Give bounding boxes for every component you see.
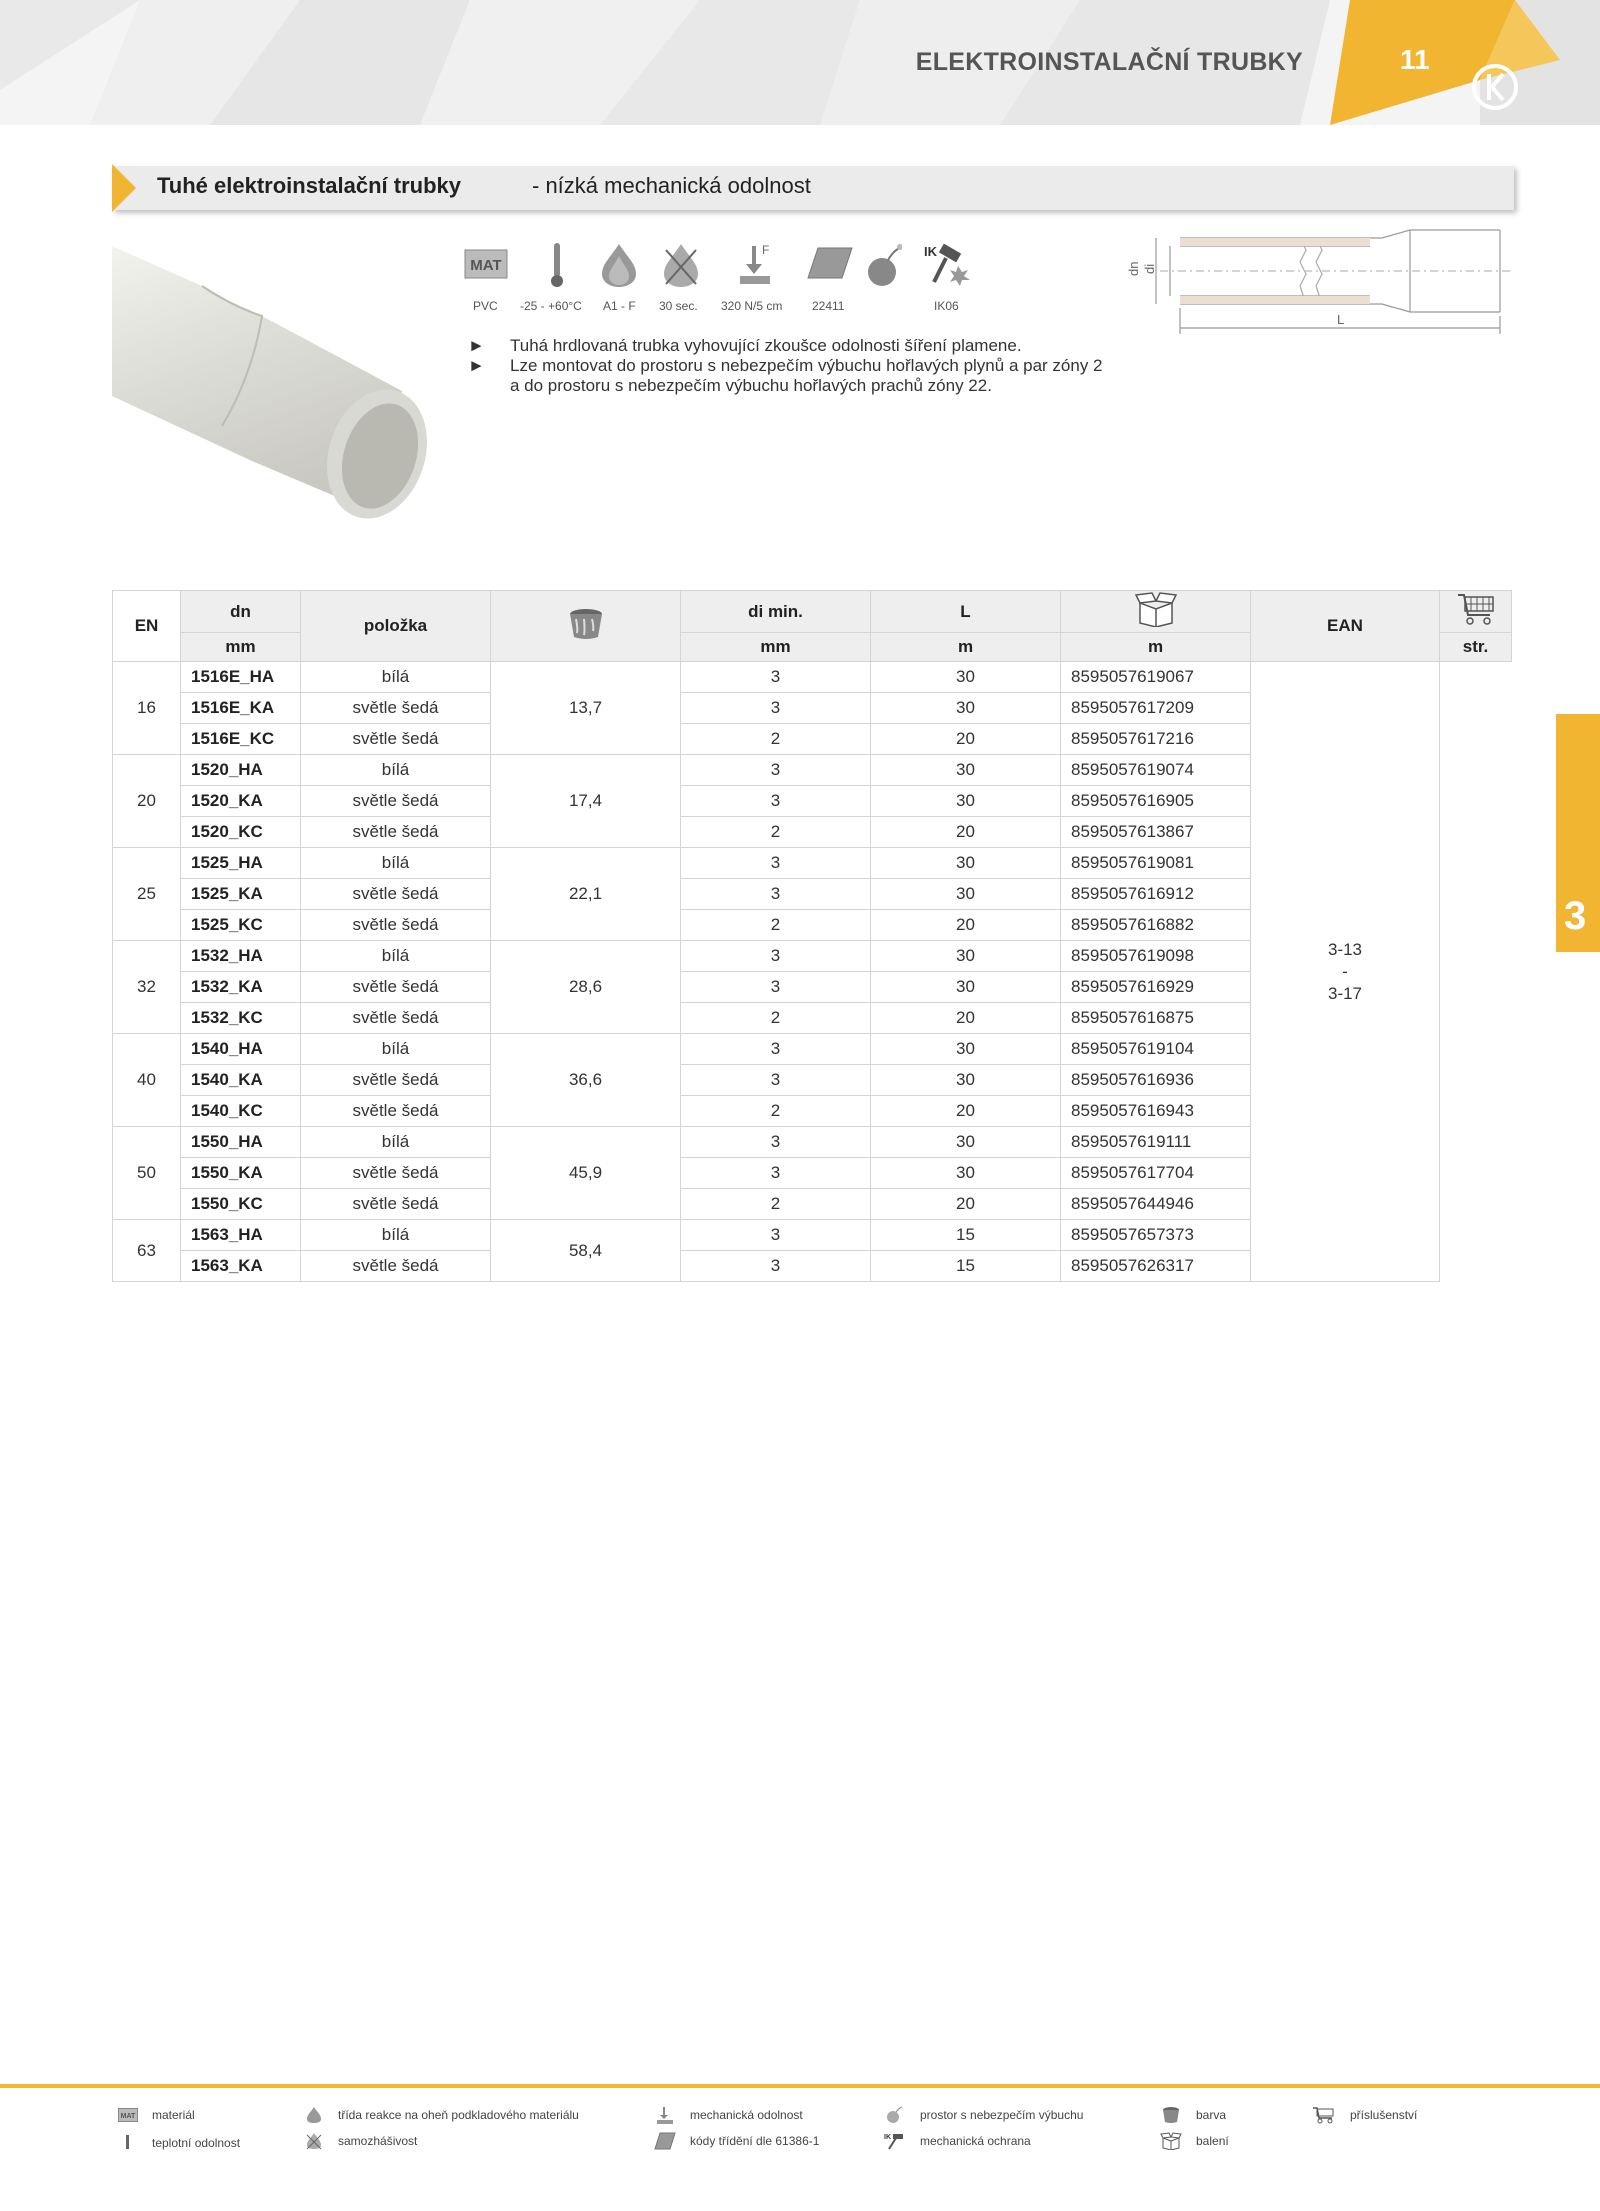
legend-item	[304, 2132, 417, 2150]
color-cell: světle šedá	[301, 1003, 491, 1034]
bullet-marker-icon: ►	[468, 336, 485, 355]
item-code-cell: 1563_KA	[181, 1251, 301, 1282]
package-cell: 30	[871, 1127, 1061, 1158]
legend-label: příslušenství	[1350, 2108, 1418, 2122]
legend-item	[884, 2132, 1031, 2150]
product-table	[112, 590, 1511, 1282]
legend-item	[304, 2106, 579, 2124]
package-cell: 20	[871, 1003, 1061, 1034]
header-package	[1061, 591, 1251, 633]
color-cell: světle šedá	[301, 1158, 491, 1189]
ean-cell: 8595057619098	[1061, 941, 1251, 972]
length-cell: 2	[681, 910, 871, 941]
diagram-di-label: di	[1142, 263, 1157, 274]
dn-cell: 32	[113, 941, 181, 1034]
material-label: PVC	[473, 299, 498, 313]
length-cell: 3	[681, 693, 871, 724]
unit-package: m	[1061, 633, 1251, 662]
item-code-cell: 1540_KA	[181, 1065, 301, 1096]
shopping-cart-icon	[1456, 591, 1496, 627]
self-extinguishing-icon	[304, 2132, 324, 2150]
ean-cell: 8595057616943	[1061, 1096, 1251, 1127]
header-dn: dn	[181, 591, 301, 633]
di-cell: 22,1	[491, 848, 681, 941]
item-code-cell: 1520_KA	[181, 786, 301, 817]
color-cell: světle šedá	[301, 910, 491, 941]
self-extinguishing-label: 30 sec.	[659, 299, 698, 313]
dn-cell: 50	[113, 1127, 181, 1220]
paint-bucket-icon	[1160, 2106, 1182, 2124]
length-cell: 3	[681, 879, 871, 910]
section-title: ELEKTROINSTALAČNÍ TRUBKY	[915, 48, 1303, 76]
dn-cell: 25	[113, 848, 181, 941]
item-code-cell: 1550_HA	[181, 1127, 301, 1158]
di-cell: 13,7	[491, 662, 681, 755]
length-cell: 3	[681, 1065, 871, 1096]
flame-icon	[304, 2106, 324, 2124]
length-cell: 2	[681, 817, 871, 848]
unit-page: str.	[1440, 633, 1512, 662]
norm-cell	[113, 591, 181, 662]
ean-cell: 8595057616882	[1061, 910, 1251, 941]
ean-cell: 8595057616875	[1061, 1003, 1251, 1034]
diagram-length-label: L	[1337, 312, 1345, 327]
self-extinguishing-icon	[660, 242, 702, 288]
color-cell: světle šedá	[301, 786, 491, 817]
item-code-cell: 1516E_HA	[181, 662, 301, 693]
color-cell: bílá	[301, 755, 491, 786]
feature-text: Lze montovat do prostoru s nebezpečím výbuchu hořlavých plynů a par zóny 2 a do prostoru s nebezpečím výbuchu hořlavých prachů zóny 22.	[510, 356, 1103, 395]
item-code-cell: 1520_KC	[181, 817, 301, 848]
length-cell: 3	[681, 786, 871, 817]
norm-label: EN	[134, 616, 159, 635]
item-code-cell: 1516E_KA	[181, 693, 301, 724]
compression-force-icon	[734, 242, 776, 288]
brand-logo-icon	[1470, 62, 1520, 112]
dn-cell: 40	[113, 1034, 181, 1127]
feature-item	[468, 356, 1108, 396]
impact-hammer-icon	[922, 242, 972, 288]
explosion-bomb-icon	[884, 2106, 906, 2124]
legend-item	[118, 2108, 195, 2122]
legend-label: kódy třídění dle 61386-1	[690, 2134, 820, 2148]
package-cell: 15	[871, 1251, 1061, 1282]
explosion-bomb-icon	[866, 242, 902, 288]
color-cell: světle šedá	[301, 1189, 491, 1220]
package-box-icon	[1160, 2132, 1182, 2150]
item-code-cell: 1563_HA	[181, 1220, 301, 1251]
ean-cell: 8595057644946	[1061, 1189, 1251, 1220]
item-code-cell: 1532_KA	[181, 972, 301, 1003]
legend-item	[1312, 2106, 1417, 2124]
legend-item	[1160, 2132, 1229, 2150]
chapter-number: 3	[1564, 894, 1587, 938]
compression-label: 320 N/5 cm	[721, 299, 783, 313]
page-ref: 3-13	[1327, 939, 1363, 959]
legend-item	[884, 2106, 1083, 2124]
ean-cell: 8595057613867	[1061, 817, 1251, 848]
ean-cell: 8595057617704	[1061, 1158, 1251, 1189]
header-item: položka	[301, 591, 491, 662]
table-body	[113, 662, 1512, 1282]
package-cell: 15	[871, 1220, 1061, 1251]
di-cell: 36,6	[491, 1034, 681, 1127]
ean-cell: 8595057616929	[1061, 972, 1251, 1003]
footer-divider	[0, 2084, 1600, 2088]
length-cell: 3	[681, 848, 871, 879]
ean-cell: 8595057657373	[1061, 1220, 1251, 1251]
ean-cell: 8595057626317	[1061, 1251, 1251, 1282]
length-cell: 3	[681, 941, 871, 972]
unit-di: mm	[681, 633, 871, 662]
dn-cell: 16	[113, 662, 181, 755]
package-cell: 30	[871, 693, 1061, 724]
item-code-cell: 1525_KA	[181, 879, 301, 910]
length-cell: 3	[681, 1220, 871, 1251]
length-cell: 2	[681, 1189, 871, 1220]
fire-class-label: A1 - F	[603, 299, 636, 313]
length-cell: 2	[681, 1003, 871, 1034]
color-cell: světle šedá	[301, 1065, 491, 1096]
length-cell: 2	[681, 724, 871, 755]
length-cell: 3	[681, 1158, 871, 1189]
length-cell: 3	[681, 662, 871, 693]
color-cell: bílá	[301, 662, 491, 693]
item-code-cell: 1520_HA	[181, 755, 301, 786]
feature-list	[468, 336, 1108, 396]
package-box-icon	[1134, 591, 1178, 627]
shopping-cart-icon	[1312, 2106, 1336, 2124]
header-ean: EAN	[1251, 591, 1440, 662]
legend-label: třída reakce na oheň podkladového materiálu	[338, 2108, 579, 2122]
item-code-cell: 1550_KC	[181, 1189, 301, 1220]
thermometer-icon	[118, 2134, 138, 2152]
classification-plate-icon	[654, 2132, 676, 2150]
unit-length: m	[871, 633, 1061, 662]
table-row	[113, 662, 1512, 693]
length-cell: 2	[681, 1096, 871, 1127]
ean-cell: 8595057616905	[1061, 786, 1251, 817]
header-length: L	[871, 591, 1061, 633]
dn-cell: 63	[113, 1220, 181, 1282]
color-cell: bílá	[301, 941, 491, 972]
package-cell: 20	[871, 910, 1061, 941]
material-icon	[464, 249, 508, 279]
ean-cell: 8595057619111	[1061, 1127, 1251, 1158]
legend-label: teplotní odolnost	[152, 2136, 241, 2150]
feature-item	[468, 336, 1108, 356]
di-cell: 28,6	[491, 941, 681, 1034]
svg-text:MAT: MAT	[120, 2113, 136, 2120]
pipe-photo	[112, 246, 432, 546]
legend-label: samozhášivost	[338, 2134, 418, 2148]
paint-bucket-icon	[566, 607, 606, 641]
di-cell: 58,4	[491, 1220, 681, 1282]
package-cell: 30	[871, 848, 1061, 879]
ean-cell: 8595057617209	[1061, 693, 1251, 724]
item-code-cell: 1532_HA	[181, 941, 301, 972]
bullet-marker-icon: ►	[468, 356, 485, 375]
header-background	[0, 0, 1600, 125]
ean-cell: 8595057619067	[1061, 662, 1251, 693]
pipe-dimension-diagram	[1120, 228, 1512, 340]
item-code-cell: 1525_KC	[181, 910, 301, 941]
package-cell: 30	[871, 662, 1061, 693]
color-cell: světle šedá	[301, 693, 491, 724]
color-cell: bílá	[301, 848, 491, 879]
package-cell: 20	[871, 1096, 1061, 1127]
ean-cell: 8595057616912	[1061, 879, 1251, 910]
classification-plate-icon	[806, 246, 854, 282]
dn-cell: 20	[113, 755, 181, 848]
temperature-label: -25 - +60°C	[520, 299, 582, 313]
page-number: 11	[1400, 44, 1430, 75]
legend-item	[654, 2132, 819, 2150]
color-cell: světle šedá	[301, 972, 491, 1003]
legend-item	[118, 2134, 240, 2152]
length-cell: 3	[681, 1251, 871, 1282]
header-accessories	[1440, 591, 1512, 633]
length-cell: 3	[681, 755, 871, 786]
color-cell: bílá	[301, 1034, 491, 1065]
header-color	[491, 591, 681, 662]
di-cell: 17,4	[491, 755, 681, 848]
header-di: di min.	[681, 591, 871, 633]
impact-label: IK06	[934, 299, 959, 313]
package-cell: 30	[871, 755, 1061, 786]
page-ref: 3-17	[1327, 983, 1363, 1003]
package-cell: 30	[871, 879, 1061, 910]
legend-label: mechanická odolnost	[690, 2108, 803, 2122]
item-code-cell: 1532_KC	[181, 1003, 301, 1034]
legend-label: barva	[1196, 2108, 1227, 2122]
material-icon	[118, 2108, 138, 2122]
package-cell: 30	[871, 1034, 1061, 1065]
ean-cell: 8595057616936	[1061, 1065, 1251, 1096]
color-cell: bílá	[301, 1220, 491, 1251]
compression-force-icon	[654, 2106, 676, 2124]
color-cell: světle šedá	[301, 817, 491, 848]
svg-text:IK: IK	[924, 244, 937, 259]
page-ref-cell	[1251, 662, 1440, 1282]
ean-cell: 8595057619104	[1061, 1034, 1251, 1065]
classification-label: 22411	[812, 299, 845, 313]
package-cell: 30	[871, 1065, 1061, 1096]
product-title: Tuhé elektroinstalační trubky	[157, 173, 462, 198]
ean-cell: 8595057617216	[1061, 724, 1251, 755]
ean-cell: 8595057619074	[1061, 755, 1251, 786]
package-cell: 30	[871, 941, 1061, 972]
unit-dn: mm	[181, 633, 301, 662]
product-subtitle: - nízká mechanická odolnost	[532, 173, 811, 198]
impact-hammer-icon	[884, 2132, 906, 2150]
legend-label: prostor s nebezpečím výbuchu	[920, 2108, 1084, 2122]
diagram-dn-label: dn	[1126, 261, 1141, 276]
length-cell: 3	[681, 1034, 871, 1065]
legend-label: balení	[1196, 2134, 1229, 2148]
svg-text:MAT: MAT	[470, 257, 502, 274]
color-cell: světle šedá	[301, 1096, 491, 1127]
package-cell: 30	[871, 972, 1061, 1003]
package-cell: 20	[871, 724, 1061, 755]
flame-icon	[598, 242, 640, 288]
length-cell: 3	[681, 1127, 871, 1158]
color-cell: světle šedá	[301, 724, 491, 755]
di-cell: 45,9	[491, 1127, 681, 1220]
legend-label: mechanická ochrana	[920, 2134, 1031, 2148]
item-code-cell: 1550_KA	[181, 1158, 301, 1189]
package-cell: 20	[871, 817, 1061, 848]
color-cell: bílá	[301, 1127, 491, 1158]
package-cell: 20	[871, 1189, 1061, 1220]
svg-text:IK: IK	[884, 2134, 891, 2141]
item-code-cell: 1540_HA	[181, 1034, 301, 1065]
legend-item	[654, 2106, 803, 2124]
svg-text:F: F	[762, 243, 770, 257]
legend-item	[1160, 2106, 1226, 2124]
item-code-cell: 1540_KC	[181, 1096, 301, 1127]
color-cell: světle šedá	[301, 1251, 491, 1282]
legend-label: materiál	[152, 2108, 195, 2122]
package-cell: 30	[871, 1158, 1061, 1189]
package-cell: 30	[871, 786, 1061, 817]
ean-cell: 8595057619081	[1061, 848, 1251, 879]
thermometer-icon	[550, 242, 564, 288]
color-cell: světle šedá	[301, 879, 491, 910]
length-cell: 3	[681, 972, 871, 1003]
banner-arrow-icon	[112, 164, 136, 212]
page-ref: -	[1342, 961, 1348, 981]
item-code-cell: 1516E_KC	[181, 724, 301, 755]
item-code-cell: 1525_HA	[181, 848, 301, 879]
feature-text: Tuhá hrdlovaná trubka vyhovující zkoušce odolnosti šíření plamene.	[510, 336, 1022, 355]
